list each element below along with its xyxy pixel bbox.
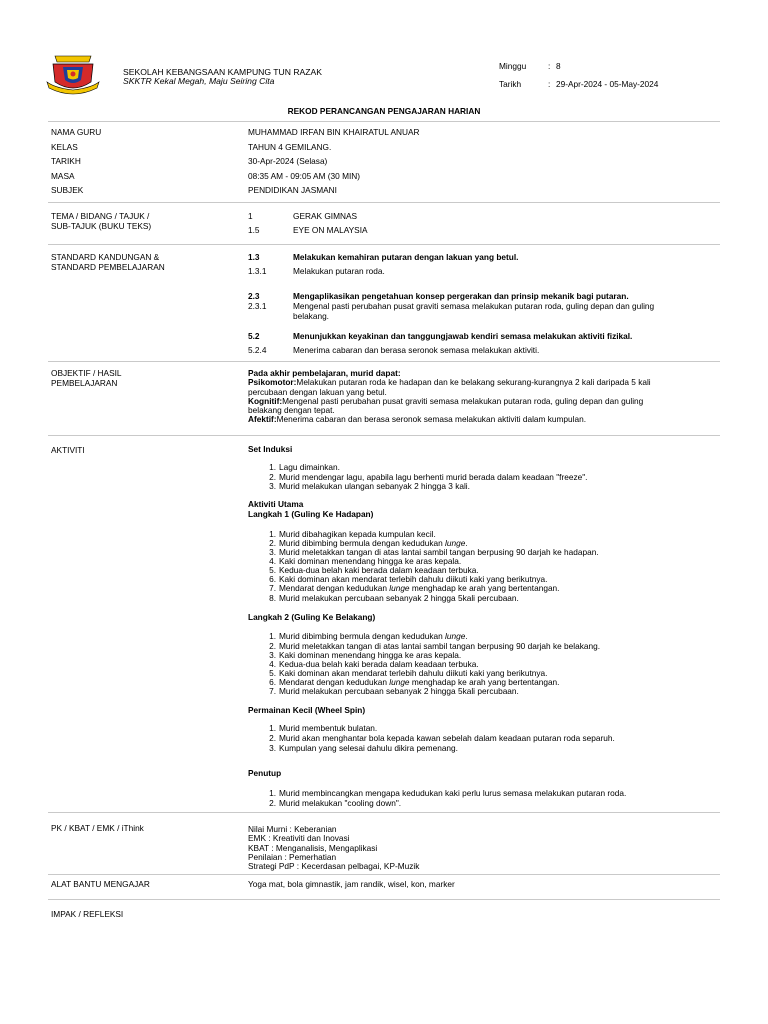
divider bbox=[48, 874, 720, 875]
alat-label: ALAT BANTU MENGAJAR bbox=[51, 879, 150, 889]
kognitif-text: Mengenal pasti perubahan pusat graviti semasa melakukan putaran roda, guling depan dan guling bbox=[282, 395, 644, 406]
kognitif-text-cont: belakang dengan tepat. bbox=[248, 405, 335, 416]
list-item: 1. Murid dibahagikan kepada kumpulan kecil. bbox=[269, 528, 436, 539]
list-item: 2. Murid akan menghantar bola kepada kawan sebelah dalam keadaan putaran roda separuh. bbox=[269, 732, 615, 743]
penutup-title: Penutup bbox=[248, 768, 282, 779]
tema-text: EYE ON MALAYSIA bbox=[293, 224, 368, 235]
objektif-intro: Pada akhir pembelajaran, murid dapat: bbox=[248, 368, 401, 378]
objektif-content bbox=[248, 369, 688, 425]
pk-line: Strategi PdP : Kecerdasan pelbagai, KP-Muzik bbox=[248, 861, 420, 872]
standard-label-line: STANDARD KANDUNGAN & bbox=[51, 252, 160, 262]
penutup-list bbox=[248, 789, 688, 809]
aktiviti-content bbox=[248, 445, 688, 809]
divider bbox=[48, 899, 720, 900]
afektif-text: Menerima cabaran dan berasa seronok semasa melakukan aktiviti dalam kumpulan. bbox=[276, 414, 587, 425]
objektif-label-line: PEMBELAJARAN bbox=[51, 377, 118, 388]
list-item: 4. Kedua-dua belah kaki berada dalam keadaan terbuka. bbox=[269, 658, 479, 669]
standard-text: Melakukan kemahiran putaran dengan lakuan yang betul. bbox=[293, 252, 519, 262]
list-item: 3. Murid meletakkan tangan di atas lantai sambil tangan berpusing 90 darjah ke hadapan. bbox=[269, 546, 599, 557]
school-logo bbox=[45, 52, 101, 96]
permainan-kecil-list bbox=[248, 724, 688, 753]
info-label-time: MASA bbox=[51, 170, 75, 181]
list-item: 2. Murid dibimbing bermula dengan kedudukan lunge. bbox=[269, 537, 468, 548]
standard-subitem bbox=[248, 302, 688, 322]
standard-content bbox=[248, 253, 688, 355]
standard-text: Menunjukkan keyakinan dan tanggungjawab kendiri semasa melakukan aktiviti fizikal. bbox=[293, 330, 633, 341]
permainan-kecil-title: Permainan Kecil (Wheel Spin) bbox=[248, 705, 366, 716]
standard-number: 1.3 bbox=[248, 252, 260, 262]
pk-line: KBAT : Menganalisis, Mengaplikasi bbox=[248, 842, 378, 853]
standard-subtext: belakang. bbox=[293, 311, 329, 322]
set-induksi-list bbox=[248, 463, 688, 492]
langkah2-title: Langkah 2 (Guling Ke Belakang) bbox=[248, 611, 376, 622]
week-label: Minggu bbox=[499, 61, 527, 71]
tema-number: 1 bbox=[248, 211, 253, 221]
set-induksi-title: Set Induksi bbox=[248, 444, 293, 454]
list-item: 1. Lagu dimainkan. bbox=[269, 461, 340, 472]
tema-label-line: TEMA / BIDANG / TAJUK / bbox=[51, 211, 150, 221]
standard-item bbox=[248, 253, 688, 263]
list-item: 7. Murid melakukan percubaan sebanyak 2 hingga 5kali percubaan. bbox=[269, 686, 519, 697]
list-item: 8. Murid melakukan percubaan sebanyak 2 hingga 5kali percubaan. bbox=[269, 592, 519, 603]
info-value-class: TAHUN 4 GEMILANG. bbox=[248, 141, 332, 152]
tema-label bbox=[51, 212, 231, 232]
standard-subtext: Melakukan putaran roda. bbox=[293, 265, 385, 276]
list-item: 1. Murid dibimbing bermula dengan kedudukan lunge. bbox=[269, 631, 468, 642]
list-item: 6. Mendarat dengan kedudukan lunge menghadap ke arah yang bertentangan. bbox=[269, 677, 560, 688]
info-label-subject: SUBJEK bbox=[51, 185, 84, 195]
psikomotor-text: Melakukan putaran roda ke hadapan dan ke belakang sekurang-kurangnya 2 kali daripada 5 kali bbox=[296, 377, 651, 388]
standard-item bbox=[248, 292, 688, 302]
standard-subtext: Mengenal pasti perubahan pusat graviti semasa melakukan putaran roda, guling depan dan guling bbox=[293, 301, 655, 312]
objektif-label bbox=[51, 369, 231, 389]
psikomotor-key: Psikomotor: bbox=[248, 377, 297, 388]
tema-number: 1.5 bbox=[248, 224, 260, 235]
divider bbox=[48, 435, 720, 436]
list-item: 3. Murid melakukan ulangan sebanyak 2 hingga 3 kali. bbox=[269, 481, 470, 492]
standard-label-line: STANDARD PEMBELAJARAN bbox=[51, 261, 165, 272]
afektif-key: Afektif: bbox=[248, 414, 277, 425]
info-value-subject: PENDIDIKAN JASMANI bbox=[248, 185, 337, 195]
document-title: REKOD PERANCANGAN PENGAJARAN HARIAN bbox=[287, 106, 481, 116]
langkah2-list bbox=[248, 632, 688, 696]
info-label-teacher: NAMA GURU bbox=[51, 127, 102, 137]
divider bbox=[48, 202, 720, 203]
langkah1-list bbox=[248, 530, 688, 603]
info-value-teacher: MUHAMMAD IRFAN BIN KHAIRATUL ANUAR bbox=[248, 127, 420, 137]
week-value: 8 bbox=[556, 61, 561, 71]
standard-subnumber: 2.3.1 bbox=[248, 301, 267, 312]
divider bbox=[48, 361, 720, 362]
list-item: 5. Kedua-dua belah kaki berada dalam keadaan terbuka. bbox=[269, 565, 479, 576]
list-item: 3. Kaki dominan menendang hingga ke aras kepala. bbox=[269, 649, 462, 660]
standard-subnumber: 1.3.1 bbox=[248, 265, 267, 276]
tema-item bbox=[248, 226, 688, 236]
standard-subtext: Menerima cabaran dan berasa seronok semasa melakukan aktiviti. bbox=[293, 344, 540, 355]
kognitif-key: Kognitif: bbox=[248, 395, 283, 406]
divider bbox=[48, 121, 720, 122]
aktiviti-label: AKTIVITI bbox=[51, 445, 85, 455]
alat-value: Yoga mat, bola gimnastik, jam randik, wisel, kon, marker bbox=[248, 879, 455, 889]
pk-content bbox=[248, 825, 688, 871]
tema-item bbox=[248, 212, 688, 222]
list-item: 4. Kaki dominan menendang hingga ke aras kepala. bbox=[269, 556, 462, 567]
pk-line: Penilaian : Pemerhatian bbox=[248, 851, 337, 862]
aktiviti-utama-title: Aktiviti Utama bbox=[248, 499, 304, 510]
divider bbox=[48, 244, 720, 245]
date-label: Tarikh bbox=[499, 79, 522, 89]
standard-number: 2.3 bbox=[248, 290, 260, 301]
psikomotor-text-cont: percubaan dengan lakuan yang betul. bbox=[248, 386, 387, 397]
standard-item bbox=[248, 332, 688, 342]
standard-subitem bbox=[248, 267, 688, 277]
list-item: 2. Murid melakukan "cooling down". bbox=[269, 798, 402, 809]
school-motto: SKKTR Kekal Megah, Maju Seiring Cita bbox=[123, 76, 275, 86]
info-label-class: KELAS bbox=[51, 141, 78, 152]
langkah1-title: Langkah 1 (Guling Ke Hadapan) bbox=[248, 508, 374, 519]
list-item: 7. Mendarat dengan kedudukan lunge menghadap ke arah yang bertentangan. bbox=[269, 583, 560, 594]
list-item: 1. Murid membentuk bulatan. bbox=[269, 723, 378, 734]
list-item: 2. Murid mendengar lagu, apabila lagu berhenti murid berada dalam keadaan "freeze". bbox=[269, 471, 588, 482]
list-item: 6. Kaki dominan akan mendarat terlebih dahulu diikuti kaki yang berikutnya. bbox=[269, 574, 548, 585]
tema-label-line: SUB-TAJUK (BUKU TEKS) bbox=[51, 220, 152, 231]
tema-content bbox=[248, 212, 688, 236]
info-value-date: 30-Apr-2024 (Selasa) bbox=[248, 156, 328, 166]
standard-subitem bbox=[248, 346, 688, 356]
pk-line: Nilai Murni : Keberanian bbox=[248, 824, 337, 834]
info-value-time: 08:35 AM - 09:05 AM (30 MIN) bbox=[248, 170, 361, 181]
list-item: 2. Murid meletakkan tangan di atas lantai sambil tangan berpusing 90 darjah ke belakang. bbox=[269, 640, 601, 651]
objektif-label-line: OBJEKTIF / HASIL bbox=[51, 368, 122, 378]
standard-label bbox=[51, 253, 231, 273]
standard-subnumber: 5.2.4 bbox=[248, 344, 267, 355]
school-name: SEKOLAH KEBANGSAAN KAMPUNG TUN RAZAK bbox=[123, 67, 322, 77]
list-item: 5. Kaki dominan akan mendarat terlebih dahulu diikuti kaki yang berikutnya. bbox=[269, 667, 548, 678]
list-item: 3. Kumpulan yang selesai dahulu dikira pemenang. bbox=[269, 742, 458, 753]
tema-text: GERAK GIMNAS bbox=[293, 211, 358, 221]
week-colon: : bbox=[548, 61, 551, 71]
info-label-date: TARIKH bbox=[51, 156, 81, 166]
pk-label: PK / KBAT / EMK / iThink bbox=[51, 823, 144, 833]
list-item: 1. Murid membincangkan mengapa kedudukan kaki perlu lurus semasa melakukan putaran roda. bbox=[269, 788, 627, 799]
standard-number: 5.2 bbox=[248, 330, 260, 341]
impak-label: IMPAK / REFLEKSI bbox=[51, 909, 124, 919]
standard-text: Mengaplikasikan pengetahuan konsep pergerakan dan prinsip mekanik bagi putaran. bbox=[293, 290, 629, 301]
date-colon: : bbox=[548, 79, 551, 89]
pk-line: EMK : Kreativiti dan Inovasi bbox=[248, 833, 350, 844]
divider bbox=[48, 812, 720, 813]
objektif-afektif bbox=[248, 415, 688, 424]
date-value: 29-Apr-2024 - 05-May-2024 bbox=[556, 79, 659, 89]
